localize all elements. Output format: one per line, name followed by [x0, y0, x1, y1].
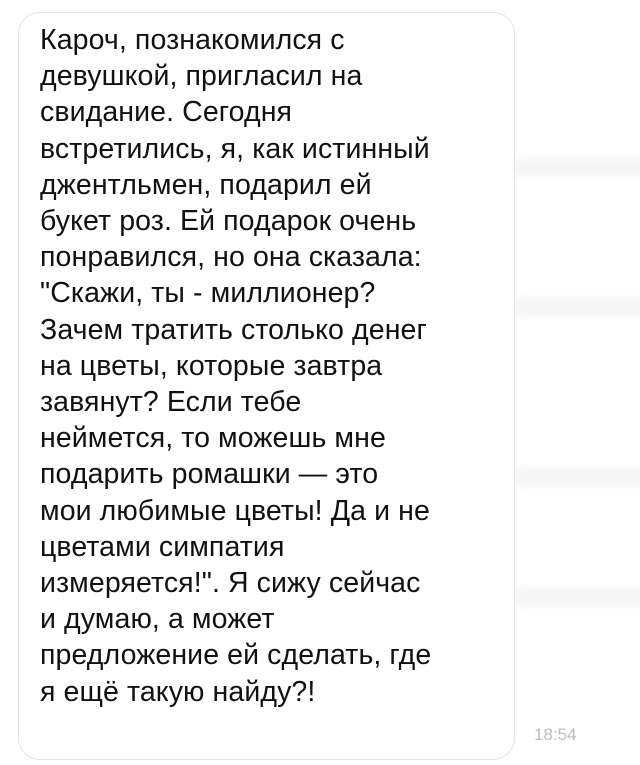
background-chat-blur [510, 160, 640, 174]
background-chat-blur [510, 590, 640, 604]
message-timestamp: 18:54 [534, 725, 577, 744]
background-chat-blur [510, 300, 640, 314]
background-chat-blur [510, 470, 640, 484]
message-text: Кароч, познакомился с девушкой, пригласил на свидание. Сегодня встретились, я, как истинный джентльмен, подарил ей букет роз. Ей подарок очень понравился, но она сказала: "Скажи, ты - миллионер? Зачем тратить столько денег на цветы, которые завтра завянут? Если тебе неймется, то можешь мне подарить ромашки — это мои любимые цветы! Да и не цветами симпатия измеряется!". Я сижу сейчас и думаю, а может предложение ей сделать, где я ещё такую найду?! [40, 24, 432, 708]
